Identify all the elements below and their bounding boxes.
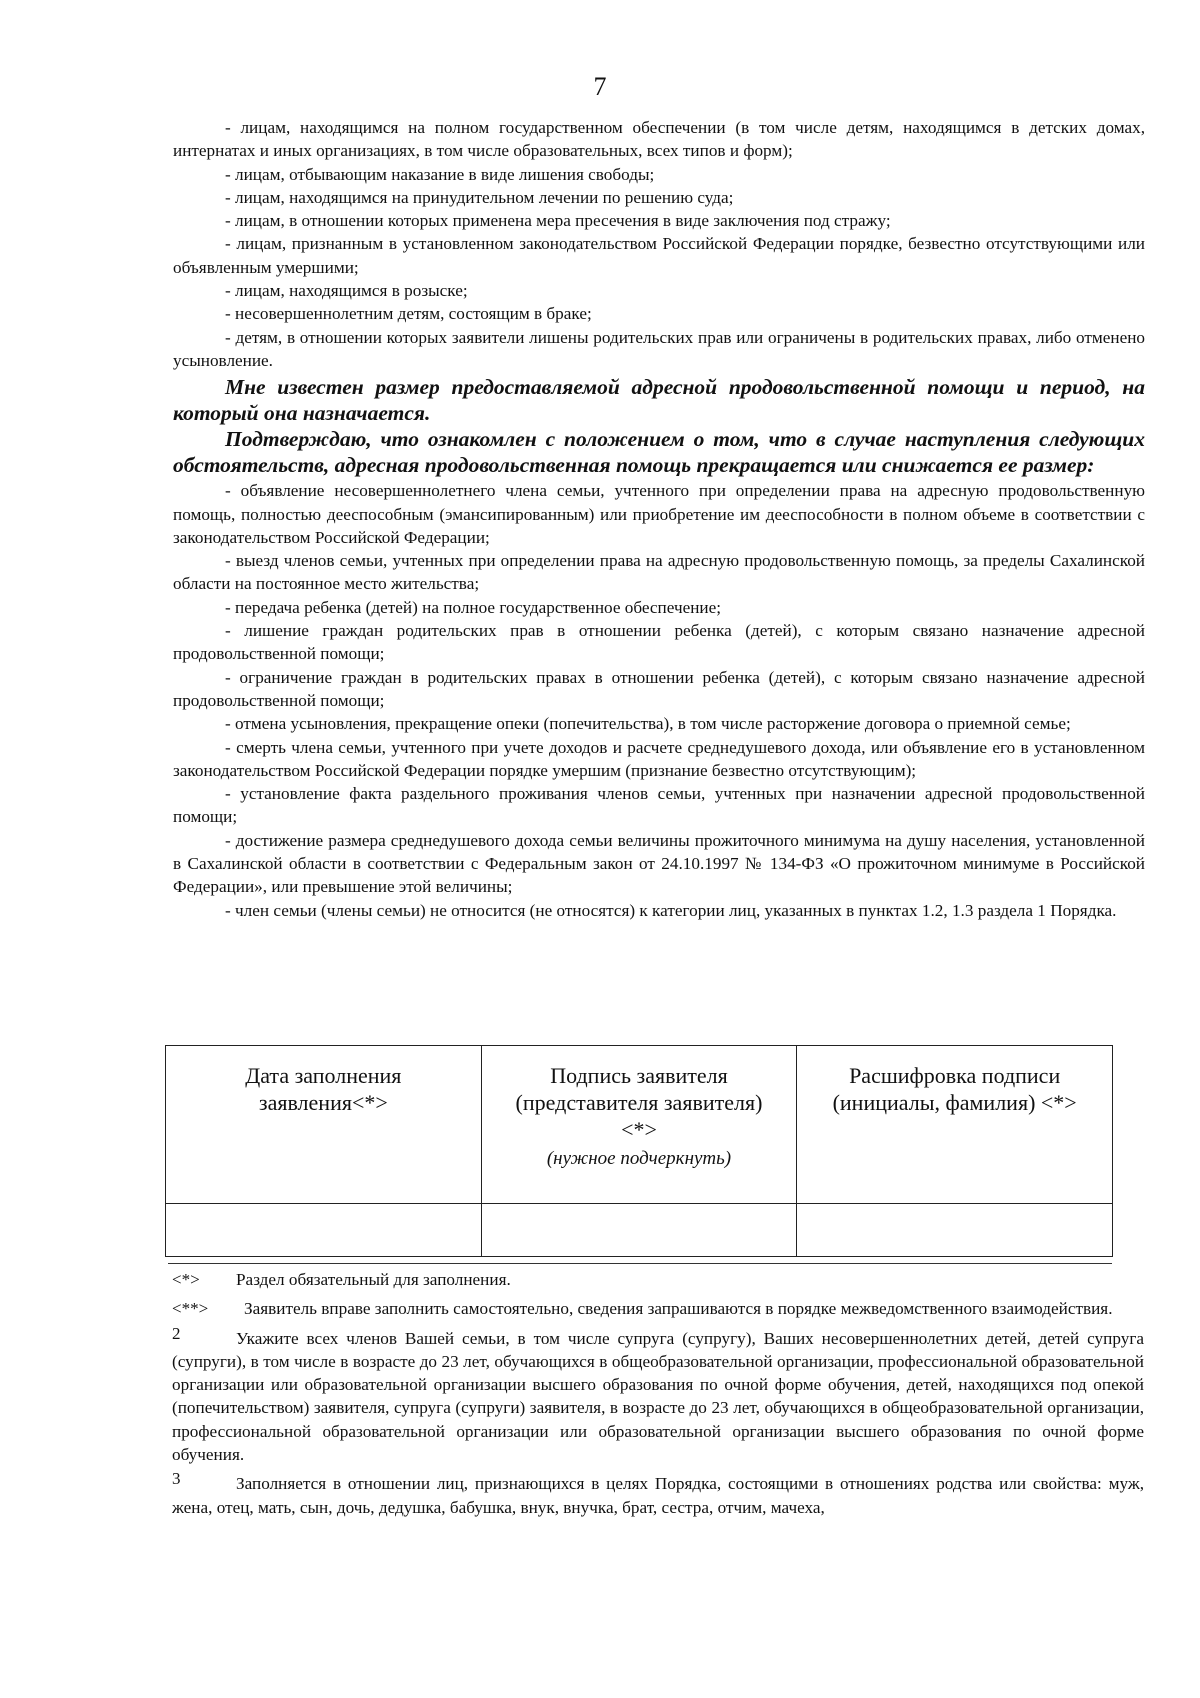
list-item: - лицам, находящимся на полном государственном обеспечении (в том числе детям, находящимся в детских домах, интернатах и иных организациях, в том числе образовательных, всех типов и форм); <box>173 118 1145 161</box>
footnote-divider <box>168 1263 1112 1264</box>
circumstance-item: - отмена усыновления, прекращение опеки (попечительства), в том числе расторжение договора о приемной семье; <box>225 714 1071 734</box>
circumstance-item: - ограничение граждан в родительских правах в отношении ребенка (детей), с которым связано назначение адресной продовольственной помощи; <box>173 667 1145 710</box>
footnote-text: Укажите всех членов Вашей семьи, в том числе супруга (супругу), Ваших несовершеннолетних детей, детей супруга (супруги), в том числе в возрасте до 23 лет, обучающихся в общеобразовательной организации, профессиональной образовательной организации или образовательной организации высшего образования по очной форме обучения, детей, находящихся под опекой (попечительством) заявителя, супруга (супруги) заявителя, в возрасте до 23 лет, обучающихся в общеобразовательной организации, профессиональной образовательной организации или образовательной организации высшего образования по очной форме обучения. <box>172 1328 1144 1465</box>
footnotes <box>172 1268 1144 1525</box>
list-item: - лицам, находящимся в розыске; <box>225 281 468 301</box>
footnote <box>172 1469 1144 1519</box>
list-item: - лицам, признанным в установленном законодательством Российской Федерации порядке, безвестно отсутствующими или объявленным умершими; <box>173 234 1145 277</box>
circumstance-item: - установление факта раздельного проживания членов семьи, учтенных при назначении адресной продовольственной помощи; <box>173 784 1145 827</box>
footnote-mark: 2 <box>172 1323 181 1343</box>
list-item: - лицам, находящимся на принудительном лечении по решению суда; <box>225 187 734 207</box>
circumstance-item: - передача ребенка (детей) на полное государственное обеспечение; <box>225 597 722 617</box>
signature-decoding-field[interactable] <box>797 1204 1113 1257</box>
date-field[interactable] <box>166 1204 482 1257</box>
footnote-mark: <*> <box>172 1270 200 1289</box>
footnote <box>172 1323 1144 1467</box>
signature-decoding-column-header: Расшифровка подписи (инициалы, фамилия) <*> <box>797 1046 1113 1204</box>
circumstance-item: - выезд членов семьи, учтенных при определении права на адресную продовольственную помощь, за пределы Сахалинской области на постоянное место жительства; <box>173 551 1145 594</box>
signature-field[interactable] <box>481 1204 797 1257</box>
circumstance-item: - член семьи (члены семьи) не относится (не относятся) к категории лиц, указанных в пунктах 1.2, 1.3 раздела 1 Порядка. <box>225 900 1117 920</box>
footnote-mark: <**> <box>172 1299 209 1319</box>
circumstance-item: - смерть члена семьи, учтенного при учете доходов и расчете среднедушевого дохода, или объявление его в установленном законодательством Российской Федерации порядке умершим (признание безвестно отсутствующим); <box>173 737 1145 780</box>
footnote <box>172 1268 1144 1291</box>
list-item: - лицам, в отношении которых применена мера пресечения в виде заключения под стражу; <box>225 211 891 231</box>
list-item: - детям, в отношении которых заявители лишены родительских прав или ограничены в родительских правах, либо отменено усыновление. <box>173 327 1145 370</box>
signature-column-header: Подпись заявителя (представителя заявителя) <*> (нужное подчеркнуть) <box>481 1046 797 1204</box>
circumstance-item: - объявление несовершеннолетнего члена семьи, учтенного при определении права на адресную продовольственную помощь, полностью дееспособным (эмансипированным) или приобретение им дееспособности в полном объеме в соответствии с законодательством Российской Федерации; <box>173 481 1145 547</box>
footnote-text: Раздел обязательный для заполнения. <box>236 1270 511 1289</box>
list-item: - несовершеннолетним детям, состоящим в браке; <box>225 304 592 324</box>
footnote-text: Заявитель вправе заполнить самостоятельно, сведения запрашиваются в порядке межведомственного взаимодействия. <box>244 1299 1113 1319</box>
confirmation-statement: Подтверждаю, что ознакомлен с положением о том, что в случае наступления следующих обстоятельств, адресная продовольственная помощь прекращается или снижается ее размер: <box>173 427 1145 478</box>
list-item: - лицам, отбывающим наказание в виде лишения свободы; <box>225 164 655 184</box>
date-column-header: Дата заполнения заявления<*> <box>166 1046 482 1204</box>
signature-table <box>165 1045 1113 1257</box>
footnote <box>172 1297 1144 1320</box>
awareness-statement: Мне известен размер предоставляемой адресной продовольственной помощи и период, на который она назначается. <box>173 375 1145 426</box>
circumstance-item: - лишение граждан родительских прав в отношении ребенка (детей), с которым связано назначение адресной продовольственной помощи; <box>173 621 1145 664</box>
footnote-text: Заполняется в отношении лиц, признающихся в целях Порядка, состоящими в отношениях родства или свойства: муж, жена, отец, мать, сын, дочь, дедушка, бабушка, внук, внучка, брат, сестра, отчим, мачеха, <box>172 1474 1144 1517</box>
circumstance-item: - достижение размера среднедушевого дохода семьи величины прожиточного минимума на душу населения, установленной в Сахалинской области в соответствии с Федеральным закон от 24.10.1997 № 134-ФЗ «О прожиточном минимуме в Российской Федерации», или превышение этой величины; <box>173 830 1145 897</box>
page-number: 7 <box>593 72 607 101</box>
body-text <box>173 116 1145 922</box>
footnote-mark: 3 <box>172 1469 181 1489</box>
